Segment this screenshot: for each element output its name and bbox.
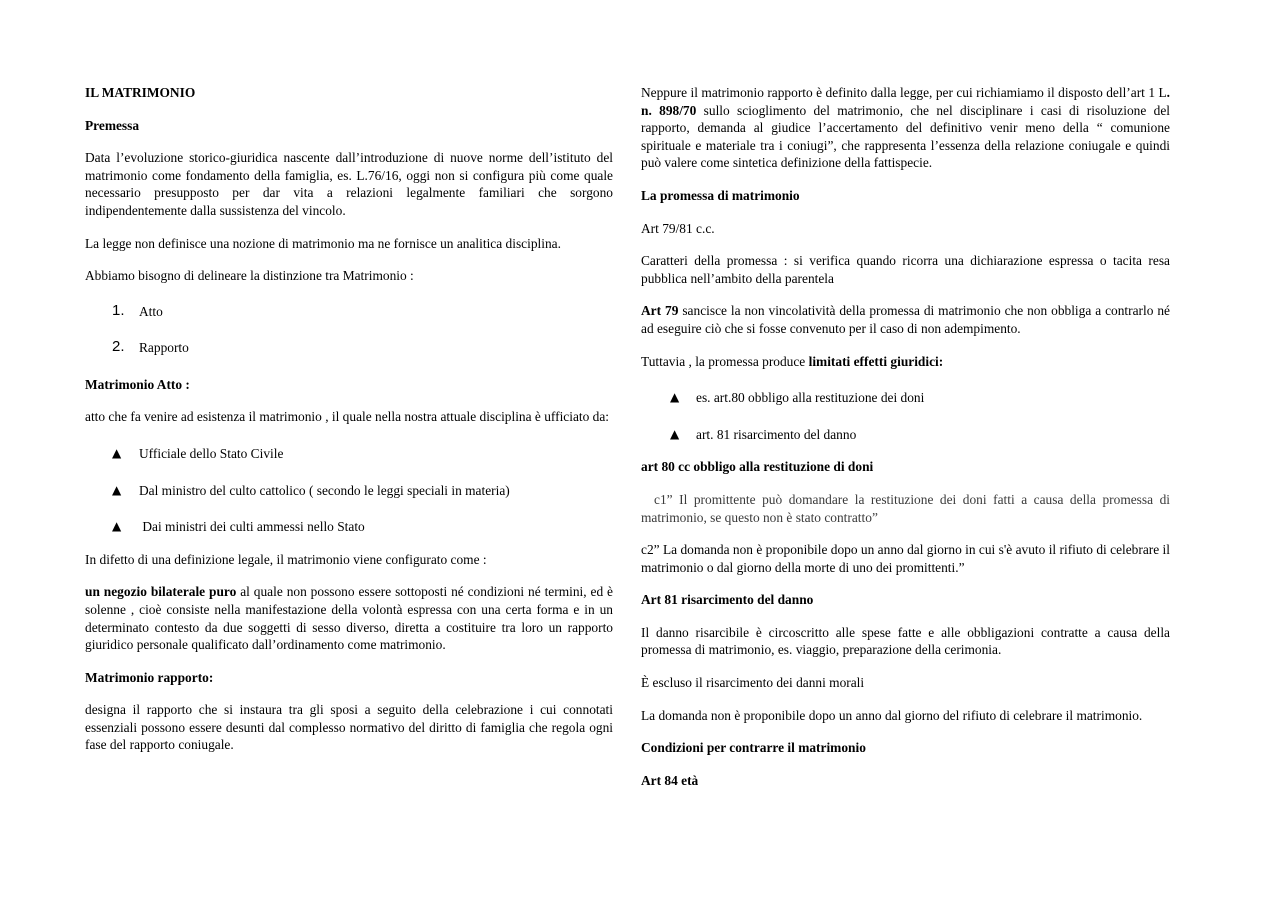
officiant-item	[85, 445, 613, 463]
art80-heading: art 80 cc obbligo alla restituzione di doni	[641, 459, 874, 475]
negozio-paragraph	[85, 583, 613, 653]
effetto-item	[641, 389, 1170, 407]
negozio-text: al quale non possono essere sottoposti né condizioni né termini, ed è solenne , cioè consiste nella manifestazione della volontà espressa con una certa forma e in un determinato contesto da due soggetti di sesso diverso, diretta a costituire tra loro un rapporto giuridico personale qualificato dall’ordinamento come matrimonio.	[85, 584, 613, 653]
art79-bold: Art 79	[641, 303, 679, 319]
effetto-label: art. 81 risarcimento del danno	[696, 426, 857, 442]
rapporto-paragraph: designa il rapporto che si instaura tra gli sposi a seguito della celebrazione i cui connotati essenziali possono essere desunti dal complesso normativo del diritto di famiglia che regola ogni fase del rapporto coniugale.	[85, 702, 613, 753]
bisogno-paragraph: Abbiamo bisogno di delineare la distinzione tra Matrimonio :	[85, 268, 414, 284]
tuttavia-bold: limitati effetti giuridici:	[808, 353, 944, 369]
caratteri-paragraph: Caratteri della promessa : si verifica quando ricorra una dichiarazione espressa o tacita resa pubblica nell’ambito della parentela	[641, 253, 1170, 286]
numbered-item-rapporto	[85, 339, 613, 357]
law-reference-bold: . n. 898/70	[641, 85, 1170, 118]
matrimonio-rapporto-heading: Matrimonio rapporto:	[85, 669, 214, 685]
officiant-item	[85, 518, 613, 536]
legge-paragraph: La legge non definisce una nozione di matrimonio ma ne fornisce un analitica disciplina.	[85, 235, 561, 251]
atto-paragraph: atto che fa venire ad esistenza il matrimonio , il quale nella nostra attuale disciplina è ufficiato da:	[85, 409, 610, 425]
article-reference: Art 79/81 c.c.	[641, 220, 715, 236]
premessa-heading: Premessa	[85, 117, 140, 133]
negozio-bold: un negozio bilaterale puro	[85, 584, 237, 600]
list-number: 1.	[112, 301, 125, 319]
promessa-heading: La promessa di matrimonio	[641, 187, 800, 203]
effetto-label: es. art.80 obbligo alla restituzione dei doni	[696, 390, 925, 406]
danno-paragraph: Il danno risarcibile è circoscritto alle spese fatte e alle obbligazioni contratte a causa della promessa di matrimonio, es. viaggio, preparazione della cerimonia.	[641, 624, 1170, 658]
art79-paragraph	[641, 302, 1170, 337]
art79-text: sancisce la non vincolatività della promessa di matrimonio che non obbliga a contrarlo né ad eseguire ciò che si fosse convenuto per il caso di non adempimento.	[641, 303, 1171, 336]
list-number: 2.	[112, 337, 125, 355]
neppure-paragraph	[641, 84, 1170, 172]
officiant-label: Dal ministro del culto cattolico ( secondo le leggi speciali in materia)	[139, 482, 510, 498]
tuttavia-paragraph	[641, 353, 1170, 371]
left-column	[85, 84, 613, 754]
right-column	[641, 84, 1174, 789]
c1-paragraph: c1” Il promittente può domandare la restituzione dei doni fatti a causa della promessa di matrimonio, se questo non è stato contratto”	[641, 491, 1174, 525]
triangle-bullet-icon: ▲	[670, 426, 680, 441]
escluso-paragraph: È escluso il risarcimento dei danni morali	[641, 675, 865, 691]
difetto-paragraph: In difetto di una definizione legale, il matrimonio viene configurato come :	[85, 551, 487, 567]
condizioni-heading: Condizioni per contrarre il matrimonio	[641, 740, 866, 756]
effetto-item	[641, 426, 1170, 444]
premessa-paragraph: Data l’evoluzione storico-giuridica nascente dall’introduzione di nuove norme dell’istituto del matrimonio come fondamento della famiglia, es. L.76/16, oggi non si configura più come quale necessario presupposto per dar vita a relazioni legalmente familiari che sorgono indipendentemente dalla sussistenza del vincolo.	[85, 150, 613, 218]
art84-heading: Art 84 età	[641, 772, 699, 788]
officiant-label: Ufficiale dello Stato Civile	[139, 445, 284, 461]
c2-paragraph: c2” La domanda non è proponibile dopo un anno dal giorno in cui s'è avuto il rifiuto di celebrare il matrimonio o dal giorno della morte di uno dei promittenti.”	[641, 542, 1170, 575]
domanda-paragraph: La domanda non è proponibile dopo un anno dal giorno del rifiuto di celebrare il matrimonio.	[641, 707, 1143, 723]
list-item-label: Atto	[139, 303, 163, 319]
numbered-item-atto	[85, 303, 613, 321]
triangle-bullet-icon: ▲	[112, 519, 122, 534]
triangle-bullet-icon: ▲	[112, 445, 122, 460]
officiant-item	[85, 482, 613, 500]
triangle-bullet-icon: ▲	[670, 390, 680, 405]
art81-heading: Art 81 risarcimento del danno	[641, 592, 814, 608]
matrimonio-atto-heading: Matrimonio Atto :	[85, 376, 190, 392]
neppure-text-a: Neppure il matrimonio rapporto è definito dalla legge, per cui richiamiamo il disposto dell’art 1 L	[641, 85, 1167, 100]
list-item-label: Rapporto	[139, 339, 189, 355]
tuttavia-text: Tuttavia , la promessa produce	[641, 353, 809, 369]
document-title: IL MATRIMONIO	[85, 85, 196, 100]
neppure-text-b: sullo scioglimento del matrimonio, che nel disciplinare i casi di risoluzione del rapporto, demanda al giudice l’accertamento del definitivo venir meno della “ comunione spirituale e materiale tra i coniugi”, che rappresenta l’essenza della relazione coniugale e quindi può valere come sintetica definizione della fattispecie.	[641, 102, 1170, 171]
triangle-bullet-icon: ▲	[112, 482, 122, 497]
officiant-label: Dai ministri dei culti ammessi nello Stato	[139, 519, 365, 535]
